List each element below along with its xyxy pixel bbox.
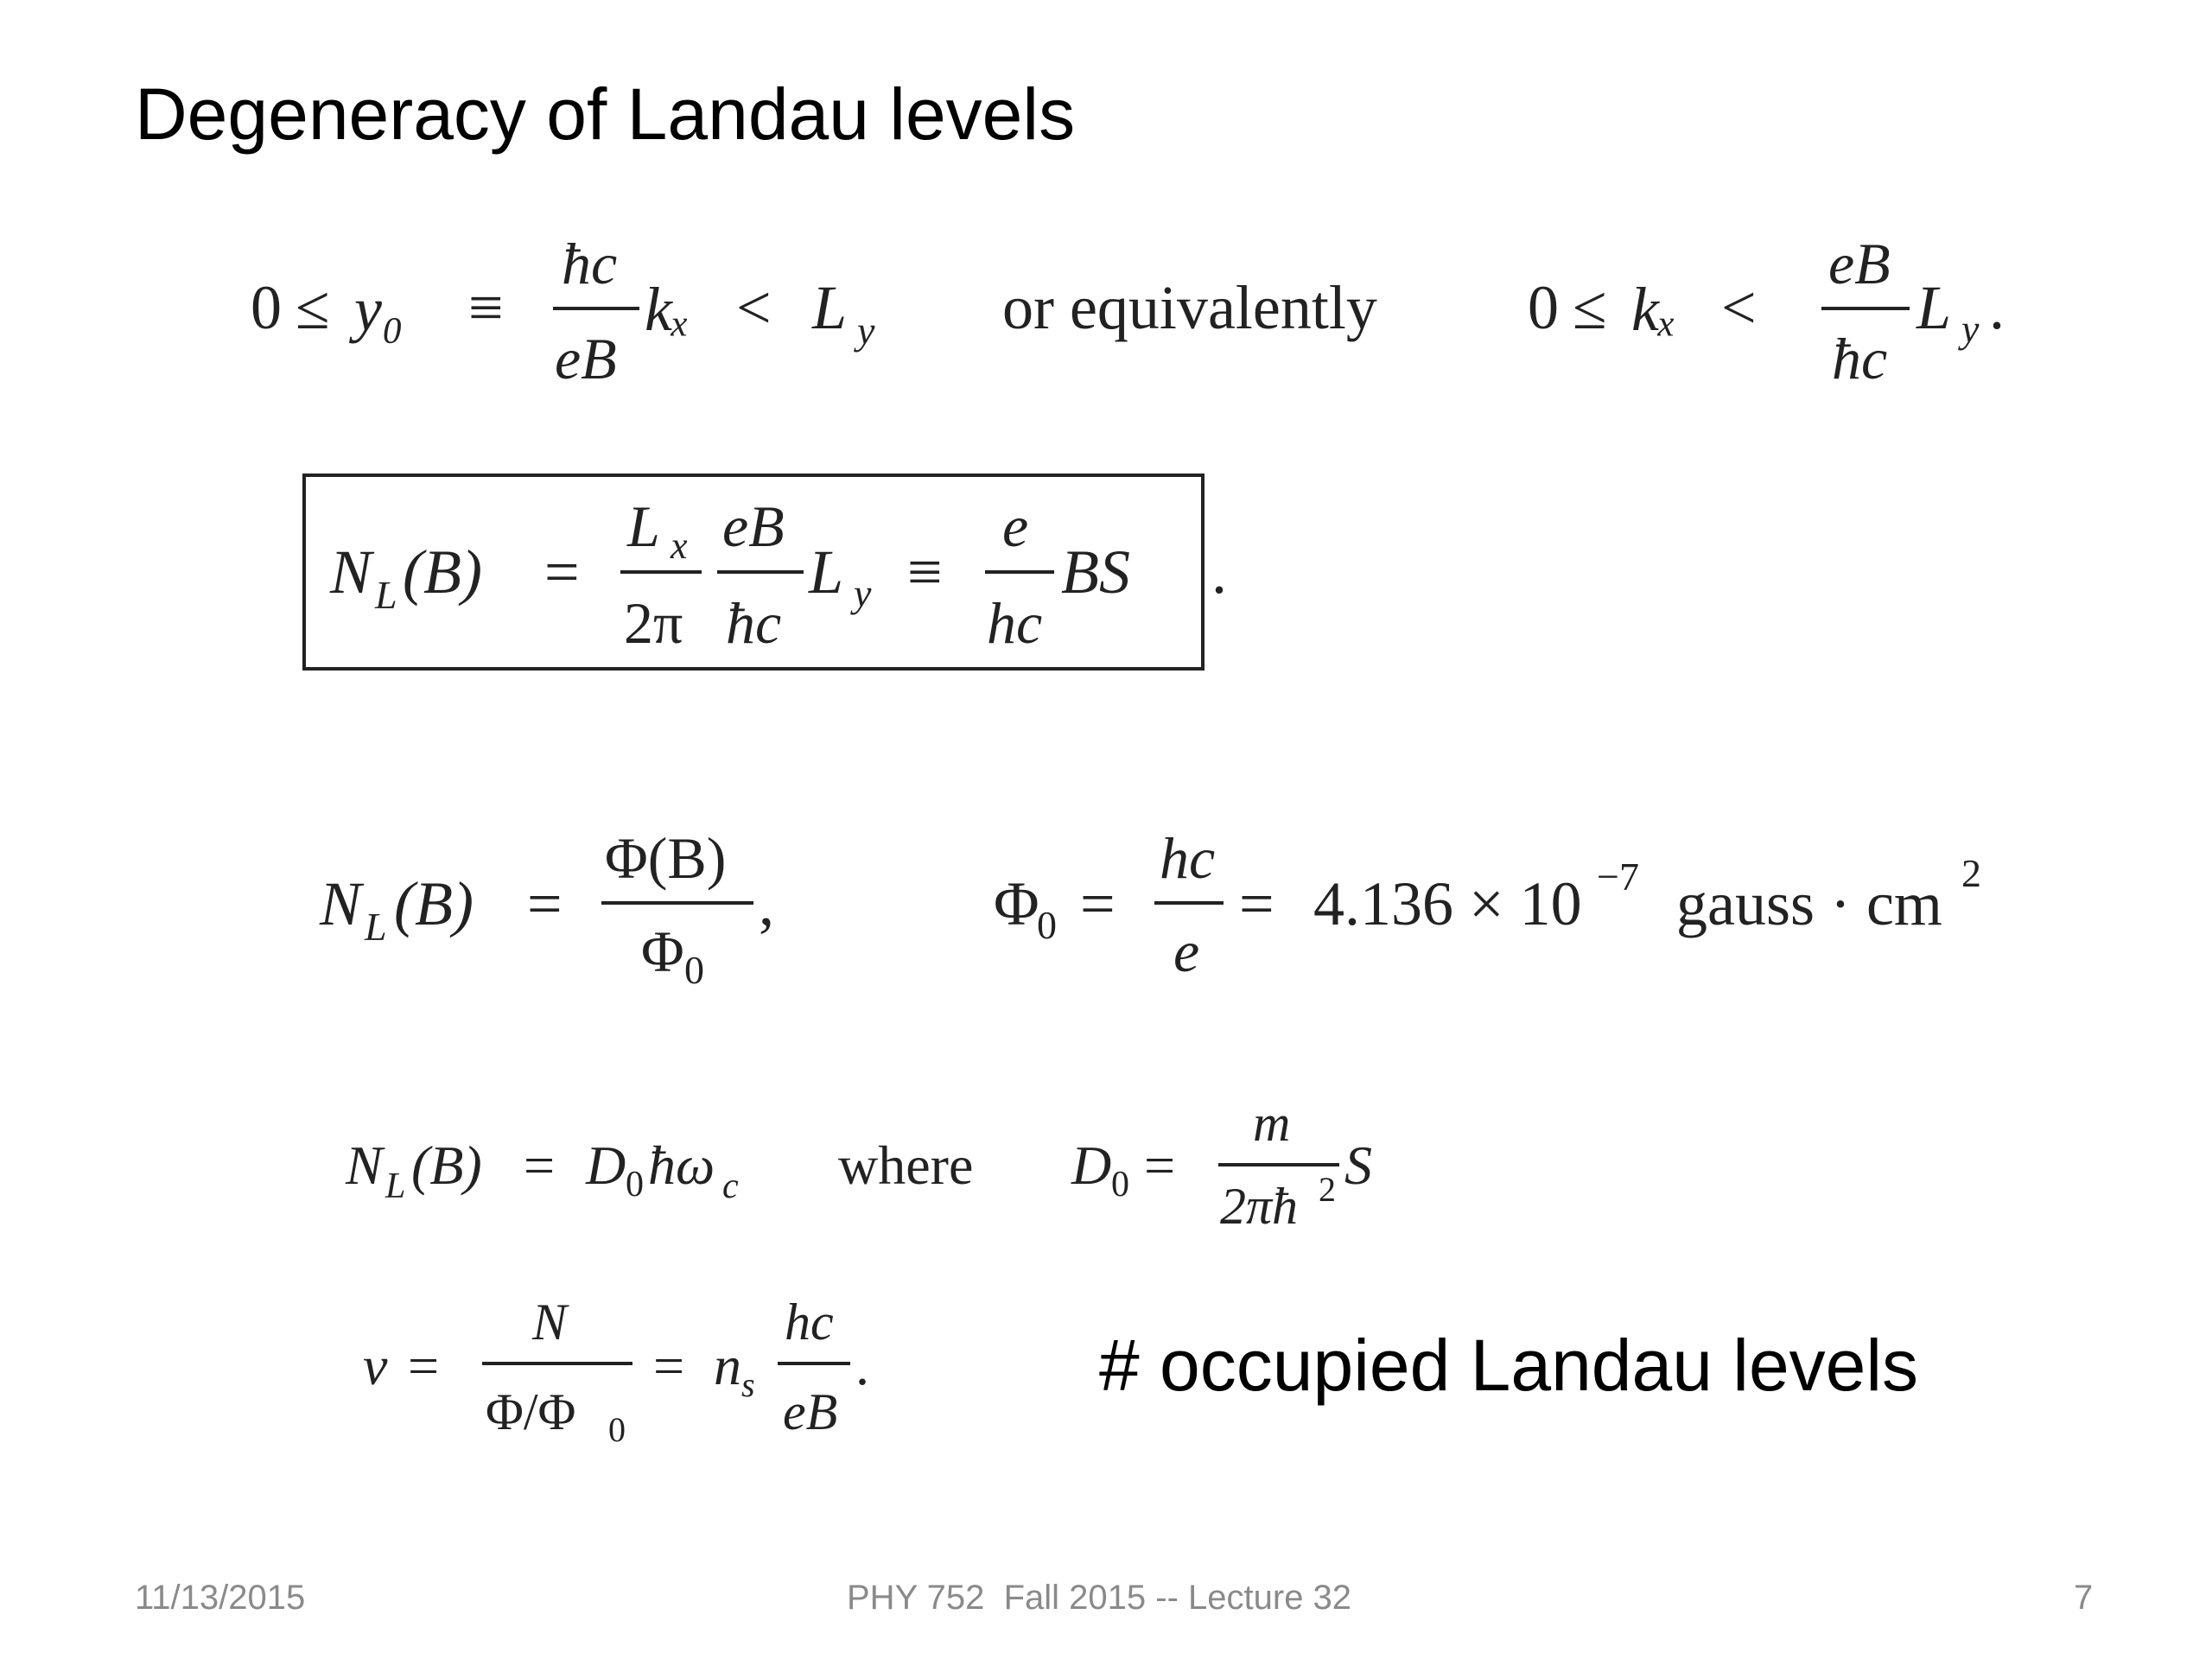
eq1-le: ≤ <box>296 273 330 342</box>
eq5-eq: = <box>408 1335 440 1396</box>
eq3-argB: (B) <box>394 869 474 938</box>
eq3-exp: −7 <box>1597 855 1639 899</box>
eq1-Ly2-sub: y <box>1961 307 1980 351</box>
eq3-value: 4.136 × 10 <box>1313 869 1582 938</box>
eq5-nu: ν <box>363 1335 388 1396</box>
eq1-period: . <box>1989 273 2005 342</box>
equation-NL-flux <box>320 812 2013 1002</box>
eq4-argB: (B) <box>411 1135 482 1196</box>
eq1-kx2: kₓ <box>1631 275 1677 344</box>
eq1-lt2: < <box>1721 273 1757 342</box>
eq4-eq2: = <box>1144 1135 1176 1196</box>
eq2-eq: = <box>544 537 580 607</box>
eq5-period: . <box>855 1335 869 1396</box>
eq4-D0: D <box>586 1135 626 1196</box>
eq1-Ly-sub: y <box>857 308 875 353</box>
eq2-equiv: ≡ <box>907 537 943 607</box>
eq1-le2: ≤ <box>1573 273 1607 342</box>
eq3-eq: = <box>527 869 563 938</box>
eq3-eq2: = <box>1080 869 1116 938</box>
eq2-f1-den: 2π <box>624 590 683 656</box>
eq3-f2-num: hc <box>1160 825 1216 891</box>
eq3-units-exp: 2 <box>1961 851 1981 895</box>
eq2-f1-num-sub: x <box>671 524 688 567</box>
eq4-f-num: m <box>1253 1095 1291 1152</box>
eq4-f-den: 2πħ <box>1220 1178 1299 1235</box>
eq4-where: where <box>838 1135 974 1196</box>
eq3-phi0-sub: 0 <box>1037 903 1057 947</box>
eq1-equiv: ≡ <box>468 273 504 342</box>
slide-title: Degeneracy of Landau levels <box>135 73 1076 155</box>
eq4-NL-sub: L <box>385 1166 406 1206</box>
eq1-frac1-den: eB <box>555 326 617 391</box>
eq1-zero: 0 <box>251 273 282 342</box>
eq3-eq3: = <box>1239 869 1274 938</box>
eq2-argB: (B) <box>403 537 482 607</box>
eq1-Ly: L <box>812 273 848 342</box>
eq2-f3-num: e <box>1002 493 1029 559</box>
eq4-D0b-sub: 0 <box>1111 1165 1129 1205</box>
equation-NL-boxed <box>302 474 1253 681</box>
eq1-or-equivalently: or equivalently <box>1002 273 1377 342</box>
eq5-f1-num: N <box>532 1294 568 1351</box>
eq5-f2-num: hc <box>785 1294 834 1351</box>
eq2-Ly: L <box>809 537 844 607</box>
annotation-occupied-levels: # occupied Landau levels <box>1099 1325 1919 1406</box>
eq4-NL: N <box>346 1135 383 1196</box>
footer-course: PHY 752 Fall 2015 -- Lecture 32 <box>847 1579 1352 1617</box>
eq5-eq2: = <box>653 1335 685 1396</box>
eq3-NL: N <box>320 869 362 938</box>
eq4-D0-sub: 0 <box>626 1165 644 1205</box>
eq5-ns: n <box>714 1335 741 1396</box>
eq2-f3-den: hc <box>987 590 1043 656</box>
eq2-Ly-sub: y <box>854 571 872 615</box>
eq3-f2-den: e <box>1173 918 1200 984</box>
eq3-phi0: Φ <box>994 869 1039 938</box>
equation-NL-density <box>346 1089 1434 1262</box>
eq2-f2-den: ħc <box>726 590 782 656</box>
eq3-f1-den: Φ <box>641 918 684 984</box>
eq5-f1-den: Φ/Φ <box>486 1383 576 1440</box>
eq4-hbar-omega: ħω <box>648 1135 715 1196</box>
eq3-comma: , <box>759 869 774 938</box>
eq3-units: gauss · cm <box>1676 869 1942 938</box>
eq2-NL-sub: L <box>375 573 397 617</box>
eq2-f2-num: eB <box>722 493 785 559</box>
eq1-lt: < <box>736 273 772 342</box>
eq1-frac2-den: ħc <box>1832 326 1888 391</box>
eq1-Ly2: L <box>1916 273 1952 342</box>
footer-page-number: 7 <box>2074 1579 2094 1617</box>
eq4-omega-sub: c <box>722 1166 739 1206</box>
eq4-D0b: D <box>1071 1135 1112 1196</box>
eq4-S: S <box>1344 1135 1372 1196</box>
eq5-f1-den-sub: 0 <box>608 1410 626 1449</box>
equation-y0-range <box>242 216 2056 406</box>
equation-filling-factor <box>363 1287 916 1460</box>
footer-date: 11/13/2015 <box>135 1579 306 1617</box>
eq3-NL-sub: L <box>365 905 387 949</box>
eq5-ns-sub: s <box>741 1365 755 1404</box>
eq2-period: . <box>1211 537 1227 607</box>
eq1-frac2-num: eB <box>1828 231 1891 296</box>
eq4-eq: = <box>524 1135 556 1196</box>
eq1-y0: y₀ <box>354 275 404 344</box>
eq1-kx: kₓ <box>645 275 690 344</box>
eq5-f2-den: eB <box>783 1383 838 1440</box>
eq1-zero2: 0 <box>1528 273 1559 342</box>
eq2-BS: BS <box>1061 537 1130 607</box>
eq1-frac1-num: ħc <box>562 231 618 296</box>
eq3-f1-num: Φ(B) <box>605 825 727 891</box>
eq4-f-den-exp: 2 <box>1319 1170 1336 1209</box>
eq3-f1-den-sub: 0 <box>684 948 704 992</box>
eq2-f1-num: L <box>627 493 660 559</box>
eq2-NL: N <box>330 537 372 607</box>
